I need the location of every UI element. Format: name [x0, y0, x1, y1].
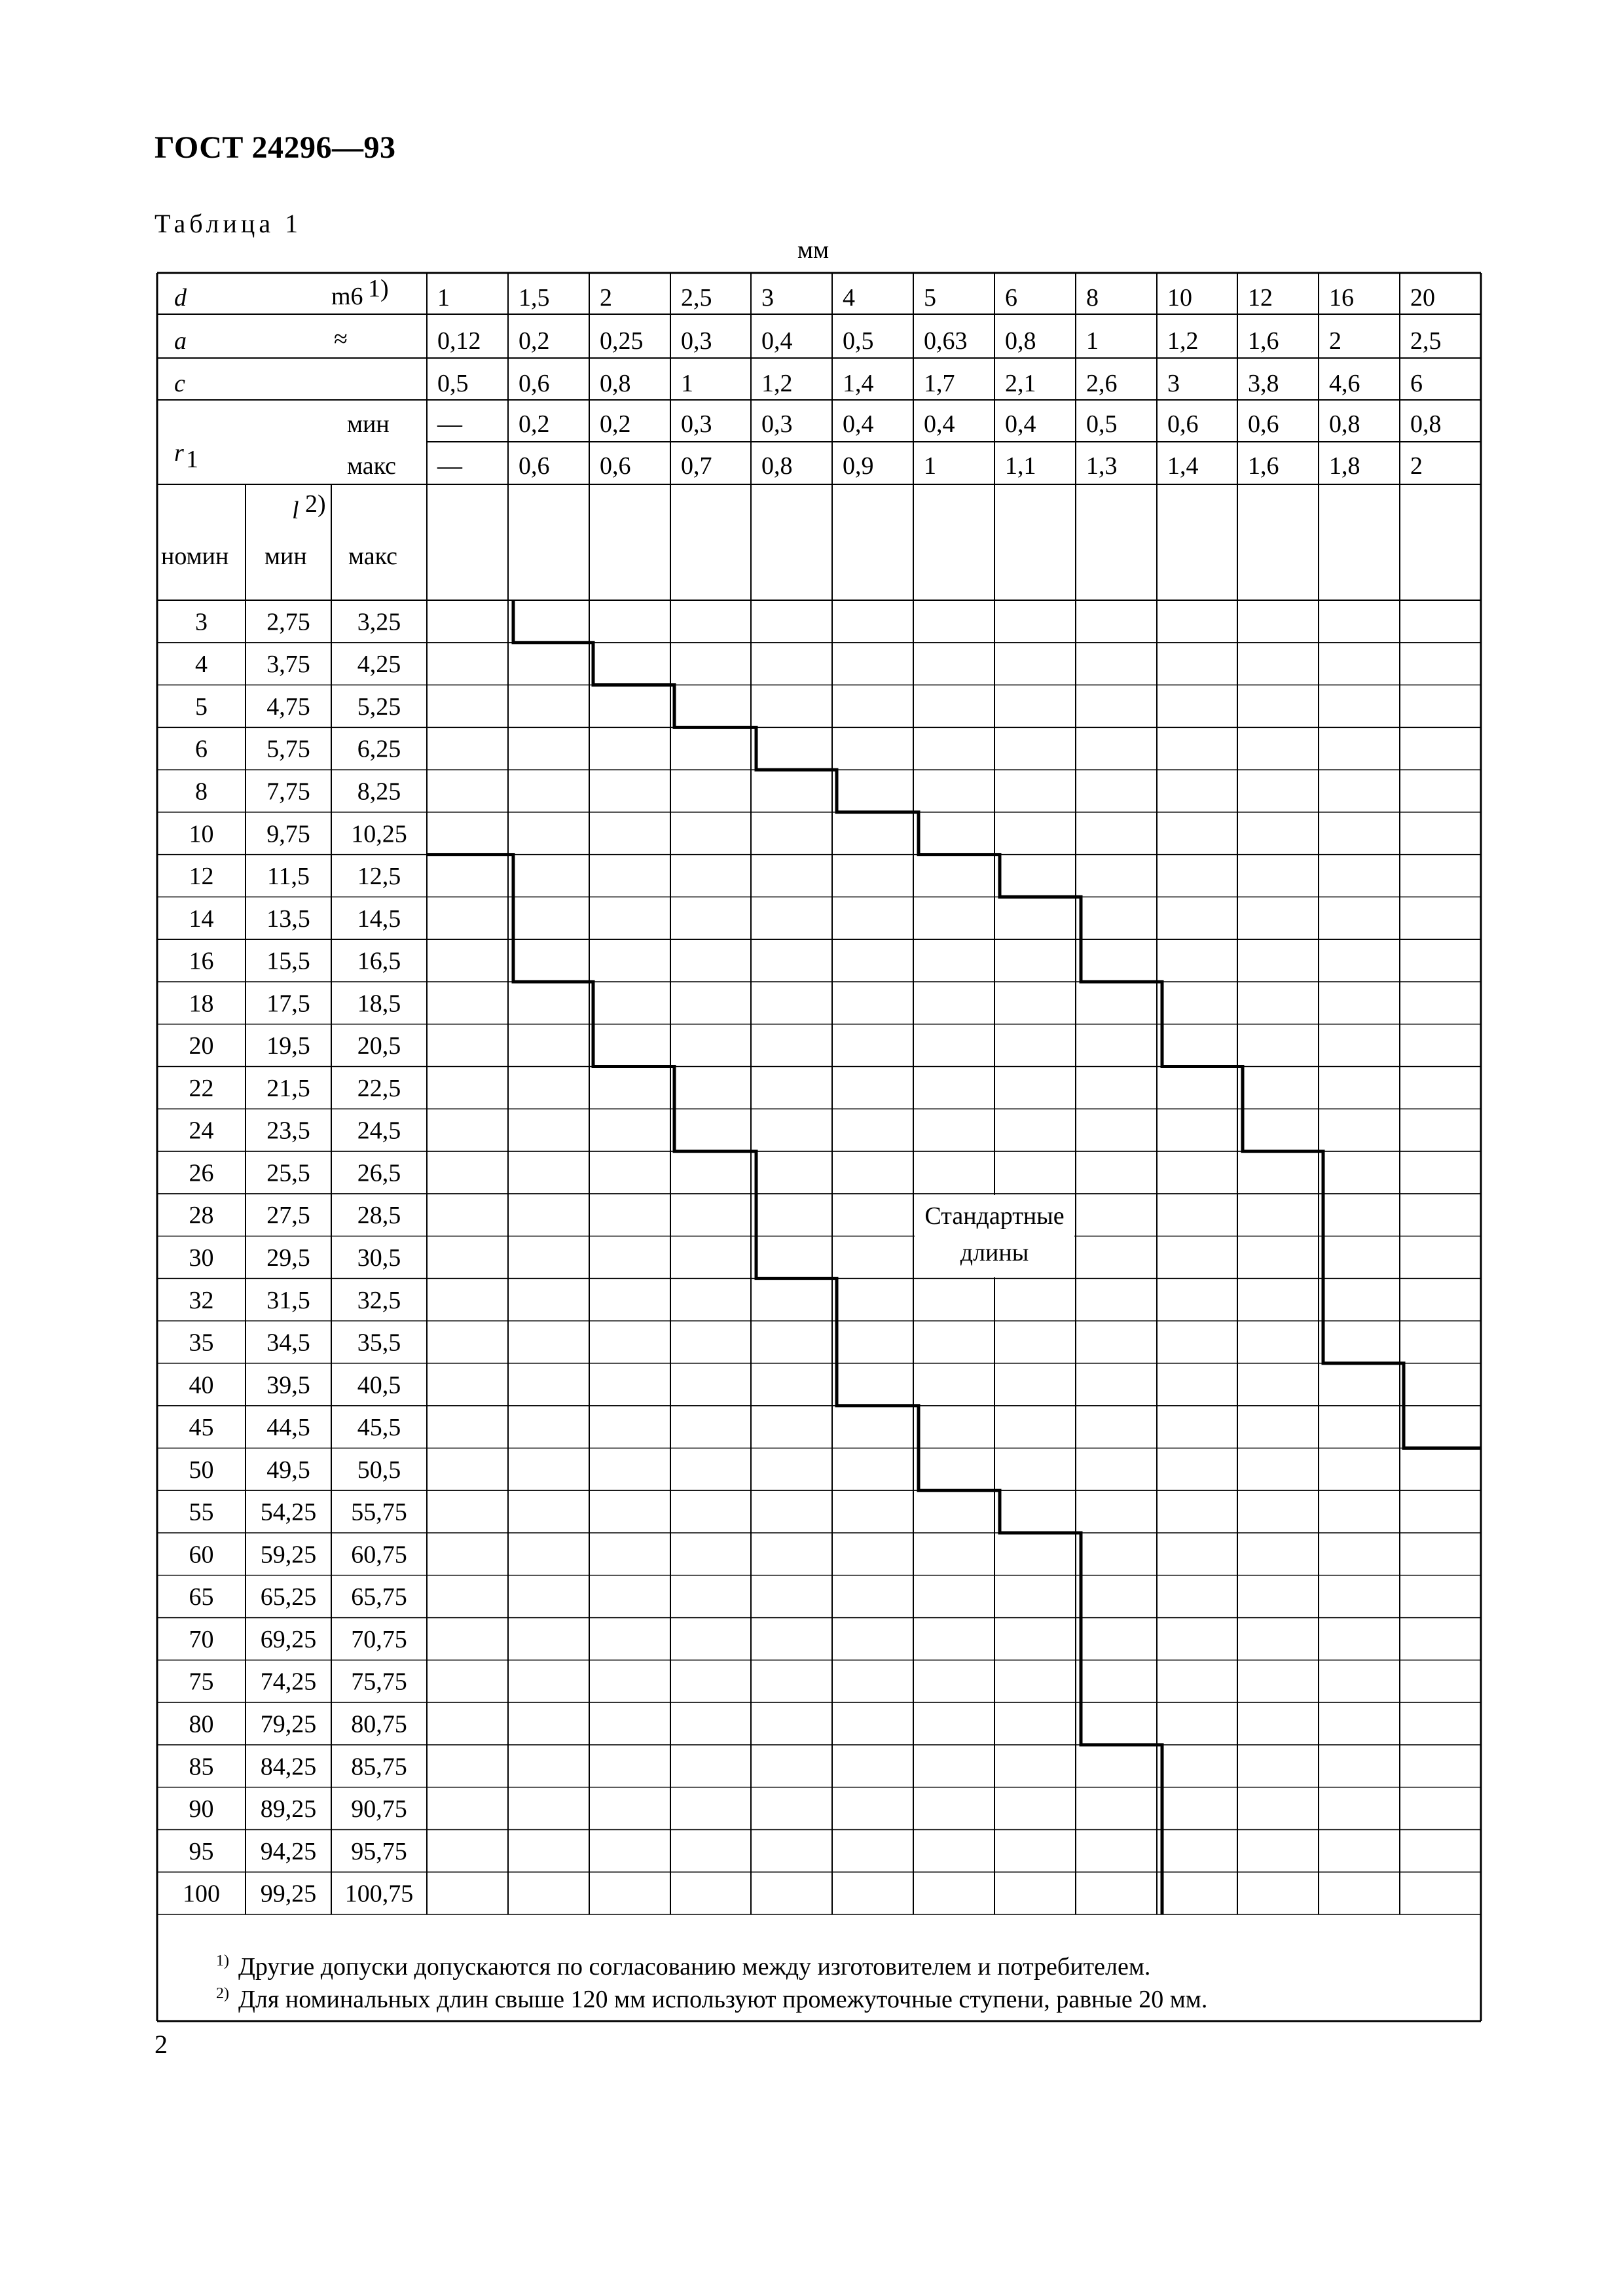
length-min: 25,5	[266, 1159, 310, 1187]
r-min-value: 0,8	[1329, 410, 1360, 438]
a-note: ≈	[334, 325, 348, 353]
r-min-value: 0,2	[519, 410, 550, 438]
length-nominal: 5	[195, 692, 208, 721]
footnote-2	[216, 1985, 1207, 2014]
r-max-value: 1,3	[1086, 452, 1118, 480]
length-max: 16,5	[357, 947, 401, 975]
length-min: 9,75	[266, 820, 310, 848]
max-header: макс	[348, 543, 398, 570]
length-min: 65,25	[260, 1583, 317, 1611]
length-max: 95,75	[351, 1837, 407, 1865]
c-value: 1,2	[761, 370, 793, 397]
footnote-2-text: Для номинальных длин свыше 120 мм используют промежуточные ступени, равные 20 мм.	[238, 1986, 1208, 2013]
length-max: 60,75	[351, 1541, 407, 1569]
c-value: 3,8	[1248, 370, 1279, 397]
length-min: 5,75	[266, 735, 310, 763]
length-min: 19,5	[266, 1032, 310, 1060]
c-value: 0,6	[519, 370, 550, 397]
c-value: 2,1	[1005, 370, 1036, 397]
length-nominal: 30	[189, 1244, 214, 1272]
r-max-value: —	[437, 452, 462, 480]
r-min-value: 0,6	[1248, 410, 1279, 438]
length-nominal: 26	[189, 1159, 214, 1187]
length-min: 94,25	[260, 1837, 317, 1865]
length-min: 3,75	[266, 651, 310, 679]
length-min: 34,5	[266, 1329, 310, 1357]
length-min: 21,5	[266, 1074, 310, 1102]
length-nominal: 70	[189, 1625, 214, 1653]
a-value: 0,12	[437, 327, 481, 355]
d-value: 3	[761, 284, 774, 312]
c-value: 3	[1167, 370, 1180, 397]
length-min: 4,75	[266, 692, 310, 721]
d-value: 20	[1410, 284, 1435, 312]
length-max: 6,25	[357, 735, 401, 763]
length-max: 24,5	[357, 1117, 401, 1145]
length-max: 85,75	[351, 1753, 407, 1781]
d-value: 2,5	[681, 284, 712, 312]
length-nominal: 50	[189, 1456, 214, 1484]
length-min: 54,25	[260, 1498, 317, 1526]
footnote-1-mark: 1)	[216, 1952, 229, 1969]
r-max-value: 1,8	[1329, 452, 1360, 480]
length-nominal: 40	[189, 1371, 214, 1399]
c-value: 6	[1410, 370, 1423, 397]
length-nominal: 75	[189, 1668, 214, 1696]
d-value: 10	[1167, 284, 1192, 312]
length-nominal: 35	[189, 1329, 214, 1357]
length-max: 22,5	[357, 1074, 401, 1102]
length-nominal: 20	[189, 1032, 214, 1060]
length-max: 4,25	[357, 651, 401, 679]
standard-lengths-lower-boundary	[427, 855, 1162, 1914]
d-value: 4	[843, 284, 855, 312]
a-value: 1,2	[1167, 327, 1199, 355]
footnote-1	[216, 1952, 1150, 1981]
r-min-value: 0,4	[924, 410, 955, 438]
footnote-1-text: Другие допуски допускаются по согласованию между изготовителем и потребителем.	[238, 1953, 1151, 1981]
length-max: 65,75	[351, 1583, 407, 1611]
c-value: 0,8	[600, 370, 631, 397]
length-nominal: 28	[189, 1202, 214, 1230]
length-nominal: 60	[189, 1541, 214, 1569]
length-min: 59,25	[260, 1541, 317, 1569]
r-max-value: 1,6	[1248, 452, 1279, 480]
a-value: 0,2	[519, 327, 550, 355]
r-min-value: 0,4	[1005, 410, 1036, 438]
a-value: 0,4	[761, 327, 793, 355]
d-note-sup: 1)	[368, 275, 389, 302]
length-max: 55,75	[351, 1498, 407, 1526]
r-min-value: 0,8	[1410, 410, 1442, 438]
a-value: 0,3	[681, 327, 712, 355]
r-min-value: 0,3	[681, 410, 712, 438]
a-value: 0,25	[600, 327, 644, 355]
length-nominal: 65	[189, 1583, 214, 1611]
length-nominal: 4	[195, 651, 208, 679]
l-sup: 2)	[305, 490, 326, 518]
length-min: 31,5	[266, 1286, 310, 1314]
r-min-label: мин	[347, 410, 390, 438]
length-nominal: 22	[189, 1074, 214, 1102]
c-value: 1,4	[843, 370, 874, 397]
length-nominal: 90	[189, 1795, 214, 1823]
r-max-value: 0,6	[600, 452, 631, 480]
length-min: 27,5	[266, 1202, 310, 1230]
length-max: 40,5	[357, 1371, 401, 1399]
units-label: мм	[797, 236, 830, 264]
length-max: 26,5	[357, 1159, 401, 1187]
standard-lengths-label: Стандартные	[924, 1202, 1065, 1230]
length-max: 5,25	[357, 692, 401, 721]
r-label: r	[174, 439, 184, 467]
min-header: мин	[264, 543, 307, 570]
a-value: 2,5	[1410, 327, 1442, 355]
length-nominal: 6	[195, 735, 208, 763]
length-min: 15,5	[266, 947, 310, 975]
length-min: 39,5	[266, 1371, 310, 1399]
length-min: 17,5	[266, 990, 310, 1018]
length-nominal: 45	[189, 1414, 214, 1442]
r-max-value: 0,9	[843, 452, 874, 480]
nominal-header: номин	[161, 543, 229, 570]
d-value: 6	[1005, 284, 1017, 312]
d-value: 12	[1248, 284, 1273, 312]
r-min-value: 0,3	[761, 410, 793, 438]
length-min: 2,75	[266, 608, 310, 636]
a-value: 2	[1329, 327, 1341, 355]
r-min-value: —	[437, 410, 462, 438]
a-value: 0,5	[843, 327, 874, 355]
r-max-value: 0,8	[761, 452, 793, 480]
d-value: 1	[437, 284, 450, 312]
r-min-value: 0,5	[1086, 410, 1118, 438]
length-min: 7,75	[266, 778, 310, 806]
length-min: 69,25	[260, 1625, 317, 1653]
length-max: 35,5	[357, 1329, 401, 1357]
r-max-value: 1,1	[1005, 452, 1036, 480]
r-max-label: макс	[347, 452, 397, 480]
document-title: ГОСТ 24296—93	[155, 130, 396, 165]
length-nominal: 80	[189, 1710, 214, 1738]
length-max: 12,5	[357, 863, 401, 891]
length-max: 14,5	[357, 905, 401, 933]
r-max-value: 1,4	[1167, 452, 1199, 480]
length-max: 45,5	[357, 1414, 401, 1442]
length-max: 20,5	[357, 1032, 401, 1060]
r-max-value: 0,6	[519, 452, 550, 480]
length-max: 10,25	[351, 820, 407, 848]
length-nominal: 55	[189, 1498, 214, 1526]
length-min: 29,5	[266, 1244, 310, 1272]
length-nominal: 14	[189, 905, 214, 933]
length-max: 75,75	[351, 1668, 407, 1696]
length-nominal: 3	[195, 608, 208, 636]
r-min-value: 0,6	[1167, 410, 1199, 438]
length-min: 44,5	[266, 1414, 310, 1442]
a-value: 1,6	[1248, 327, 1279, 355]
length-min: 23,5	[266, 1117, 310, 1145]
length-nominal: 18	[189, 990, 214, 1018]
length-min: 11,5	[266, 863, 310, 891]
l-label: l	[292, 497, 299, 524]
length-nominal: 12	[189, 863, 214, 891]
d-value: 1,5	[519, 284, 550, 312]
footnote-2-mark: 2)	[216, 1985, 229, 2002]
d-note: m6	[331, 283, 363, 310]
length-max: 100,75	[344, 1880, 414, 1908]
d-value: 16	[1329, 284, 1354, 312]
table-caption: Таблица 1	[155, 209, 302, 238]
length-min: 84,25	[260, 1753, 317, 1781]
length-max: 28,5	[357, 1202, 401, 1230]
d-value: 8	[1086, 284, 1099, 312]
r-min-value: 0,2	[600, 410, 631, 438]
d-value: 2	[600, 284, 612, 312]
a-value: 1	[1086, 327, 1099, 355]
c-value: 2,6	[1086, 370, 1118, 397]
length-min: 13,5	[266, 905, 310, 933]
page-number: 2	[155, 2030, 168, 2059]
length-max: 80,75	[351, 1710, 407, 1738]
length-min: 79,25	[260, 1710, 317, 1738]
length-nominal: 100	[183, 1880, 220, 1908]
length-max: 30,5	[357, 1244, 401, 1272]
length-nominal: 16	[189, 947, 214, 975]
c-value: 4,6	[1329, 370, 1360, 397]
r-min-value: 0,4	[843, 410, 874, 438]
length-nominal: 24	[189, 1117, 214, 1145]
d-value: 5	[924, 284, 936, 312]
length-max: 90,75	[351, 1795, 407, 1823]
r-max-value: 2	[1410, 452, 1423, 480]
length-min: 74,25	[260, 1668, 317, 1696]
length-max: 18,5	[357, 990, 401, 1018]
length-nominal: 32	[189, 1286, 214, 1314]
length-max: 50,5	[357, 1456, 401, 1484]
r-sub: 1	[186, 446, 198, 473]
length-min: 49,5	[266, 1456, 310, 1484]
length-nominal: 85	[189, 1753, 214, 1781]
length-max: 3,25	[357, 608, 401, 636]
length-nominal: 10	[189, 820, 214, 848]
d-label: d	[174, 284, 187, 312]
a-value: 0,63	[924, 327, 968, 355]
length-max: 8,25	[357, 778, 401, 806]
length-nominal: 8	[195, 778, 208, 806]
length-max: 70,75	[351, 1625, 407, 1653]
c-label: c	[174, 370, 185, 397]
r-max-value: 1	[924, 452, 936, 480]
c-value: 0,5	[437, 370, 469, 397]
length-nominal: 95	[189, 1837, 214, 1865]
length-min: 89,25	[260, 1795, 317, 1823]
length-min: 99,25	[260, 1880, 317, 1908]
a-value: 0,8	[1005, 327, 1036, 355]
r-max-value: 0,7	[681, 452, 712, 480]
a-label: a	[174, 327, 187, 355]
length-max: 32,5	[357, 1286, 401, 1314]
c-value: 1,7	[924, 370, 955, 397]
c-value: 1	[681, 370, 693, 397]
standard-lengths-label: длины	[960, 1238, 1029, 1266]
